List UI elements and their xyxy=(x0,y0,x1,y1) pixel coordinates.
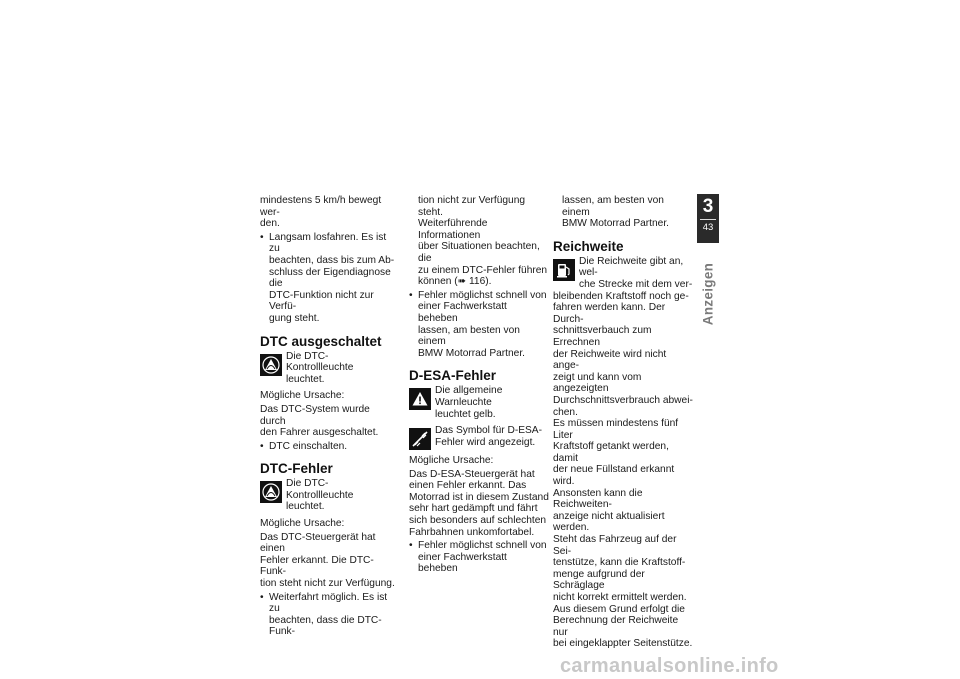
watermark: carmanualsonline.info xyxy=(560,655,779,677)
section-title: Anzeigen xyxy=(700,262,716,326)
cause-label: Mögliche Ursache: xyxy=(260,518,345,530)
bullet-dot: • xyxy=(409,540,413,552)
cause-text: Das D-ESA-Steuergerät hat einen Fehler erkannt. Das Motorrad ist in diesem Zustand sehr hart gedämpft und fährt sich besonders auf schlechten Fahrbahnen unkomfortabel. xyxy=(409,468,549,538)
fuel-pump-icon xyxy=(553,259,575,281)
heading-desa-fault: D-ESA-Fehler xyxy=(409,368,497,384)
section-label xyxy=(697,249,719,339)
range-text: bleibenden Kraftstoff noch ge- fahren werden kann. Der Durch- schnittsverbauch zum Errechnen der Reichweite wird nicht ange- zeigt und kann vom angezeigten Durchschnittsverbrauch abwei- chen. xyxy=(553,290,693,418)
tab-divider xyxy=(700,219,716,220)
cause-label: Mögliche Ursache: xyxy=(409,455,494,467)
continued-text: tion nicht zur Verfügung steht. Weiterführende Informationen über Situationen beachten, die zu einem DTC-Fehler führen können (➠ 116). xyxy=(418,195,548,288)
bullet-dot: • xyxy=(260,591,264,603)
bullet-workshop: • Fehler möglichst schnell von einer Fachwerkstatt beheben xyxy=(409,540,547,575)
cause-label: Mögliche Ursache: xyxy=(260,390,345,402)
bullet-dot: • xyxy=(260,231,264,243)
cause-text: Das DTC-System wurde durch den Fahrer ausgeschaltet. xyxy=(260,403,379,439)
chapter-number: 3 xyxy=(702,196,714,217)
column-3 xyxy=(553,195,693,650)
warning-triangle-icon xyxy=(409,388,431,410)
cause-text: Das DTC-Steuergerät hat einen Fehler erkannt. Die DTC-Funk- tion steht nicht zur Verfügung. xyxy=(260,531,395,590)
column-1 xyxy=(260,195,395,640)
page-number: 43 xyxy=(702,222,714,233)
chapter-tab xyxy=(697,194,719,243)
heading-range: Reichweite xyxy=(553,238,624,254)
bullet-continue-riding: • Weiterfahrt möglich. Es ist zu beachten, dass die DTC-Funk- xyxy=(260,591,388,638)
intro-text: mindestens 5 km/h bewegt wer- den. xyxy=(260,195,382,230)
dtc-warning-icon xyxy=(260,481,282,503)
dtc-off-icon-row: Die DTC-Kontrollleuchte leuchtet. xyxy=(260,351,395,386)
bullet-dot: • xyxy=(409,289,413,301)
heading-dtc-fault: DTC-Fehler xyxy=(260,461,333,477)
range-icon-row: Die Reichweite gibt an, wel- che Strecke mit dem ver- xyxy=(553,256,693,291)
column-2 xyxy=(409,195,549,577)
heading-dtc-off: DTC ausgeschaltet xyxy=(260,333,382,349)
bullet-dot: • xyxy=(260,440,264,452)
dtc-warning-icon xyxy=(260,354,282,376)
bullet-slow-start: • Langsam losfahren. Es ist zu beachten, dass bis zum Ab- schluss der Eigendiagnose die DTC-Funktion nicht zur Verfü- gung steht. xyxy=(260,231,395,324)
range-text-2: Es müssen mindestens fünf Liter Kraftstoff getankt werden, damit der neue Füllstand erkannt wird. Ansonsten kann die Reichweiten- anzeige nicht aktualisiert werden. Steht das Fahrzeug auf der Sei- tenstütze, kann die Kraftstoff- menge aufgrund der Schräglage nicht korrekt ermittelt werden. Aus diesem Grund erfolgt die Berechnung der Reichweite nur bei eingeklappter Seitenstütze. xyxy=(553,418,693,650)
desa-icon-row: Das Symbol für D-ESA- Fehler wird angezeigt. xyxy=(409,425,549,450)
continued-text: lassen, am besten von einem BMW Motorrad Partner. xyxy=(562,195,669,230)
warning-icon-row: Die allgemeine Warnleuchte leuchtet gelb. xyxy=(409,385,549,420)
desa-fault-icon xyxy=(409,428,431,450)
dtc-fault-icon-row: Die DTC-Kontrollleuchte leuchtet. xyxy=(260,478,395,513)
bullet-workshop: • Fehler möglichst schnell von einer Fachwerkstatt beheben lassen, am besten von einem BMW Motorrad Partner. xyxy=(409,289,547,359)
bullet-dtc-on: • DTC einschalten. xyxy=(260,440,348,452)
